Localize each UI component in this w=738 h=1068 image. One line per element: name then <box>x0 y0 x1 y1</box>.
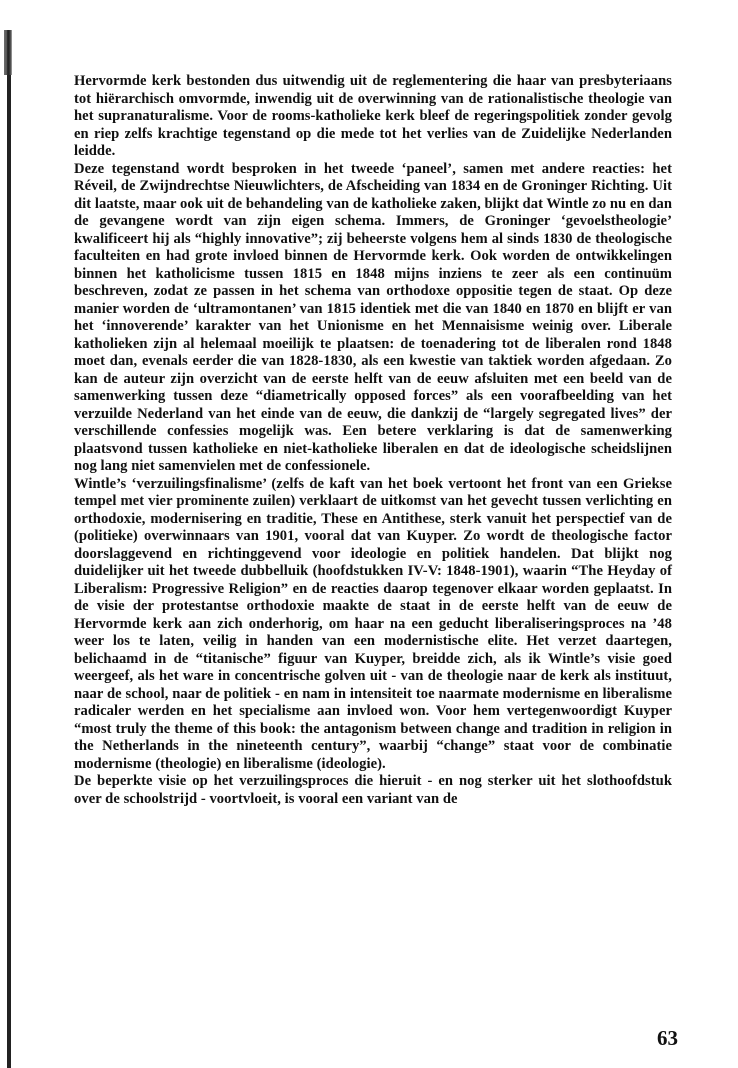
body-text <box>74 73 672 808</box>
paragraph-3: Wintle’s ‘verzuilingsfinalisme’ (zelfs de kaft van het boek vertoont het front van een Griekse tempel met vier prominente zuilen) verklaart de uitkomst van het gevecht tussen verlichting en orthodoxie, modernisering en traditie, These en Antithese, sterk vanuit het perspectief van de (politieke) overwinnaars van 1901, vooral dat van Kuyper. Zo wordt de theologische factor doorslaggevend en richtinggevend voor ideologie en politiek handelen. Dat blijkt nog duidelijker uit het tweede dubbelluik (hoofdstukken IV-V: 1848-1901), waarin “The Heyday of Liberalism: Progressive Religion” en de reacties daarop tegenover elkaar worden geplaatst. In de visie der protestantse orthodoxie maakte de staat in de eerste helft van de eeuw de Hervormde kerk aan zich onderhorig, om haar na een geducht liberaliseringsproces na ’48 weer los te laten, veilig in handen van een modernistische elite. Het verzet daartegen, belichaamd in de “titanische” figuur van Kuyper, breidde zich, als ik Wintle’s visie goed weergeef, als het ware in concentrische golven uit - van de theologie naar de kerk als instituut, naar de school, naar de politiek - en nam in intensiteit toe naarmate modernisme en liberalisme radicaler werden en het specialisme aan invloed won. Voor hem vertegenwoordigt Kuyper “most truly the theme of this book: the antagonism between change and tradition in religion in the Netherlands in the nineteenth century”, waarbij “change” staat voor de combinatie modernisme (theologie) en liberalisme (ideologie). <box>74 475 672 772</box>
paragraph-2: Deze tegenstand wordt besproken in het tweede ‘paneel’, samen met andere reacties: het Réveil, de Zwijndrechtse Nieuwlichters, de Afscheiding van 1834 en de Groninger Richting. Uit dit laatste, maar ook uit de behandeling van de katholieke zaken, blijkt dat Wintle zo nu en dan de gevangene wordt van zijn eigen schema. Immers, de Groninger ‘gevoelstheologie’ kwalificeert hij als “highly innovative”; zij beheerste volgens hem al sinds 1830 de theologische faculteiten en had grote invloed binnen de Hervormde kerk. Ook worden de ontwikkelingen binnen het katholicisme tussen 1815 en 1848 mijns inziens te zeer als een continuüm beschreven, zodat ze passen in het schema van orthodoxe oppositie tegen de staat. Op deze manier worden de ‘ultramontanen’ van 1815 identiek met die van 1840 en 1870 en blijft er van het ‘innoverende’ karakter van het Unionisme en het Mennaisisme weinig over. Liberale katholieken zijn al helemaal moeilijk te plaatsen: de toenadering tot de liberalen rond 1848 moet dan, evenals eerder die van 1828-1830, als een kwestie van taktiek worden afgedaan. Zo kan de auteur zijn overzicht van de eerste helft van de eeuw afsluiten met een beeld van de samenwerking tussen deze “diametrically opposed forces” als een voorafbeelding van het verzuilde Nederland van het einde van de eeuw, die dankzij de “largely segregated lives” der verschillende confessies mogelijk was. Een betere verklaring is dat de samenwerking plaatsvond tussen katholieke en niet-katholieke liberalen en dat de ideologische scheidslijnen nog lang niet samenvielen met de confessionele. <box>74 160 672 474</box>
page-number: 63 <box>657 1026 678 1050</box>
paragraph-4: De beperkte visie op het verzuilingsproces die hieruit - en nog sterker uit het slothoofdstuk over de schoolstrijd - voortvloeit, is vooral een variant van de <box>74 773 672 807</box>
binding-shadow <box>4 30 12 75</box>
paragraph-1: Hervormde kerk bestonden dus uitwendig uit de reglementering die haar van presbyteriaans tot hiërarchisch omvormde, inwendig uit de overwinning van de rationalistische theologie van het supranaturalisme. Voor de rooms-katholieke kerk bleef de regeringspolitiek zonder gevolg en riep zelfs krachtige tegenstand op die mede tot het verlies van de Zuidelijke Nederlanden leidde. <box>74 73 672 159</box>
binding-edge <box>7 30 11 1068</box>
